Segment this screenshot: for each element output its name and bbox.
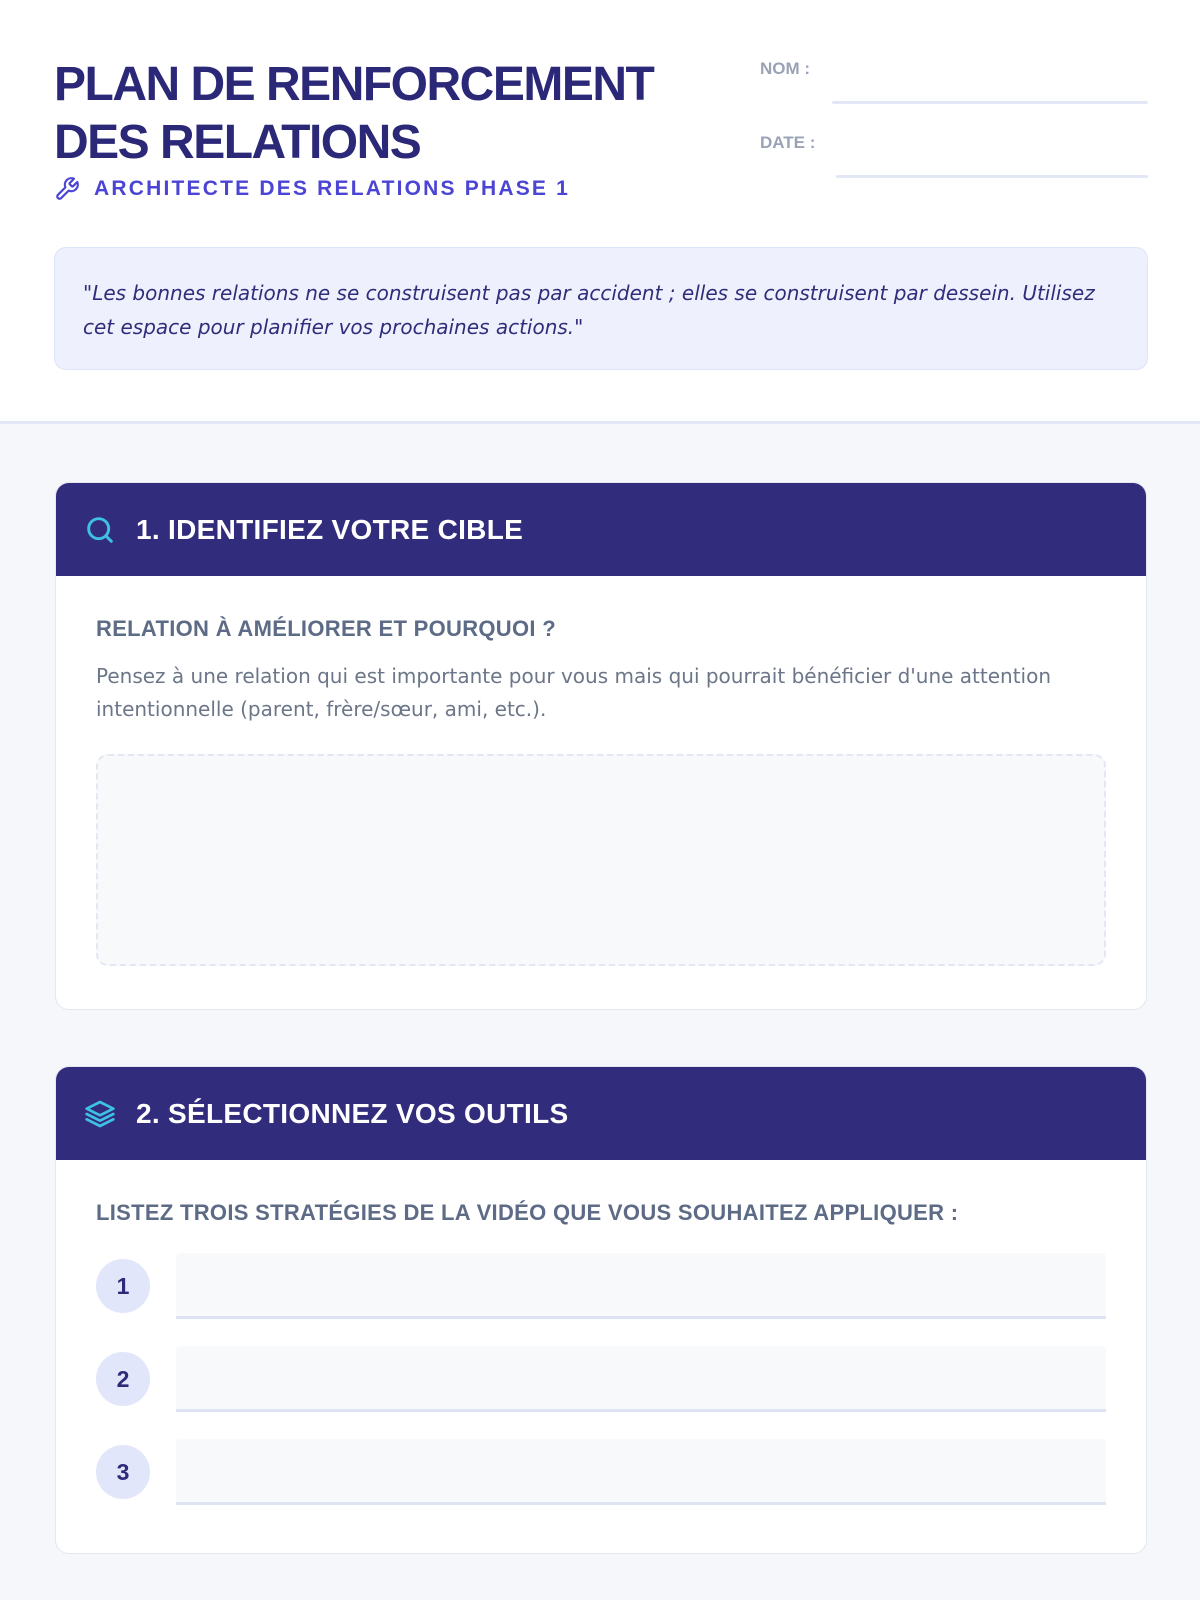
section-title: 1. IDENTIFIEZ VOTRE CIBLE: [136, 513, 524, 545]
layers-icon: [84, 1098, 116, 1130]
page-title: PLAN DE RENFORCEMENT DES RELATIONS: [54, 58, 654, 169]
date-label: DATE :: [760, 133, 816, 152]
strategy-input-3[interactable]: [176, 1439, 1106, 1505]
search-icon: [84, 514, 116, 546]
wrench-icon: [54, 176, 80, 202]
intro-quote: "Les bonnes relations ne se construisent pas par accident ; elles se construisent par dessein. Utilisez cet espace pour planifier vos prochaines actions.": [54, 247, 1148, 370]
strategy-row: [96, 1253, 1106, 1319]
strategy-row: [96, 1439, 1106, 1505]
date-input-line[interactable]: [836, 175, 1148, 178]
section-identify-target: [55, 482, 1147, 1010]
strategy-number-badge: 3: [96, 1445, 150, 1499]
page-subtitle: [54, 176, 570, 202]
section-header: [56, 483, 1146, 576]
section-title: 2. SÉLECTIONNEZ VOS OUTILS: [136, 1097, 569, 1129]
section-select-tools: [55, 1066, 1147, 1554]
strategy-number-badge: 1: [96, 1259, 150, 1313]
question-help-text: Pensez à une relation qui est importante pour vous mais qui pourrait bénéficier d'une attention intentionnelle (parent, frère/sœur, ami, etc.).: [96, 664, 1052, 721]
section-body: [56, 576, 1146, 966]
nom-label: NOM :: [760, 59, 811, 78]
subtitle-text: ARCHITECTE DES RELATIONS PHASE 1: [94, 177, 571, 200]
nom-field[interactable]: [760, 54, 1148, 106]
question-label: RELATION À AMÉLIORER ET POURQUOI ?: [96, 616, 556, 641]
strategy-row: [96, 1346, 1106, 1412]
question-label: LISTEZ TROIS STRATÉGIES DE LA VIDÉO QUE VOUS SOUHAITEZ APPLIQUER :: [96, 1200, 959, 1225]
relation-answer-box[interactable]: [96, 754, 1106, 966]
strategy-input-1[interactable]: [176, 1253, 1106, 1319]
section-header: [56, 1067, 1146, 1160]
section-body: [56, 1160, 1146, 1505]
nom-input-line[interactable]: [832, 101, 1148, 104]
date-field[interactable]: [760, 128, 1148, 180]
worksheet-header: [0, 0, 1200, 424]
strategy-number-badge: 2: [96, 1352, 150, 1406]
strategy-input-2[interactable]: [176, 1346, 1106, 1412]
